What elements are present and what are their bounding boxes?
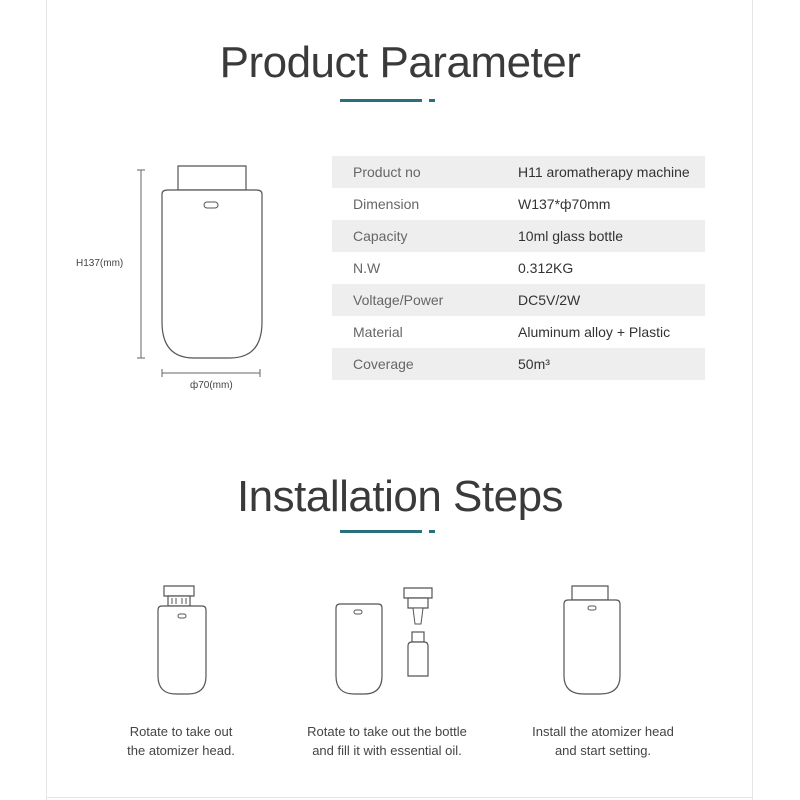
title-underline — [340, 530, 422, 533]
table-row — [332, 316, 705, 348]
table-row — [332, 220, 705, 252]
param-key: N.W — [353, 260, 381, 276]
table-row — [332, 284, 705, 316]
title-underline-dot — [429, 530, 435, 533]
step-2-illustration — [328, 584, 448, 704]
param-key: Dimension — [353, 196, 420, 212]
param-value: 0.312KG — [518, 260, 574, 276]
table-row — [332, 252, 705, 284]
height-label: H137(mm) — [76, 258, 124, 269]
frame-right-line — [752, 0, 753, 800]
frame-bottom-line — [46, 797, 753, 798]
param-value: 50m³ — [518, 356, 550, 372]
param-value: Aluminum alloy + Plastic — [518, 324, 671, 340]
device-indicator — [204, 202, 218, 208]
parameter-table — [332, 156, 705, 380]
param-key: Material — [353, 324, 403, 340]
step-1-caption — [81, 722, 281, 760]
width-label: ф70(mm) — [190, 380, 233, 391]
caption-line: and fill it with essential oil. — [312, 743, 462, 758]
table-row — [332, 348, 705, 380]
title-underline — [340, 99, 422, 102]
atomizer-head — [178, 166, 246, 190]
table-row — [332, 156, 705, 188]
param-value: H11 aromatherapy machine — [518, 164, 690, 180]
device-dimension-drawing — [132, 162, 272, 362]
param-value: DC5V/2W — [518, 292, 581, 308]
device-body — [162, 190, 262, 358]
product-parameter-title: Product Parameter — [219, 38, 581, 87]
param-key: Product no — [353, 164, 421, 180]
table-row — [332, 188, 705, 220]
width-dimension-line — [160, 368, 270, 378]
step-2-caption — [287, 722, 487, 760]
step-3-illustration — [560, 584, 630, 704]
caption-line: Rotate to take out the bottle — [307, 724, 467, 739]
caption-line: Install the atomizer head — [532, 724, 674, 739]
caption-line: Rotate to take out — [129, 724, 233, 739]
param-key: Coverage — [353, 356, 414, 372]
title-underline-dot — [429, 99, 435, 102]
caption-line: and start setting. — [554, 743, 652, 758]
param-key: Capacity — [353, 228, 408, 244]
param-key: Voltage/Power — [353, 292, 444, 308]
step-3-caption — [503, 722, 703, 760]
installation-steps-title: Installation Steps — [236, 472, 564, 521]
param-value: W137*ф70mm — [518, 196, 611, 212]
frame-left-line — [46, 0, 47, 800]
param-value: 10ml glass bottle — [518, 228, 624, 244]
caption-line: the atomizer head. — [127, 743, 235, 758]
step-1-illustration — [154, 584, 214, 704]
